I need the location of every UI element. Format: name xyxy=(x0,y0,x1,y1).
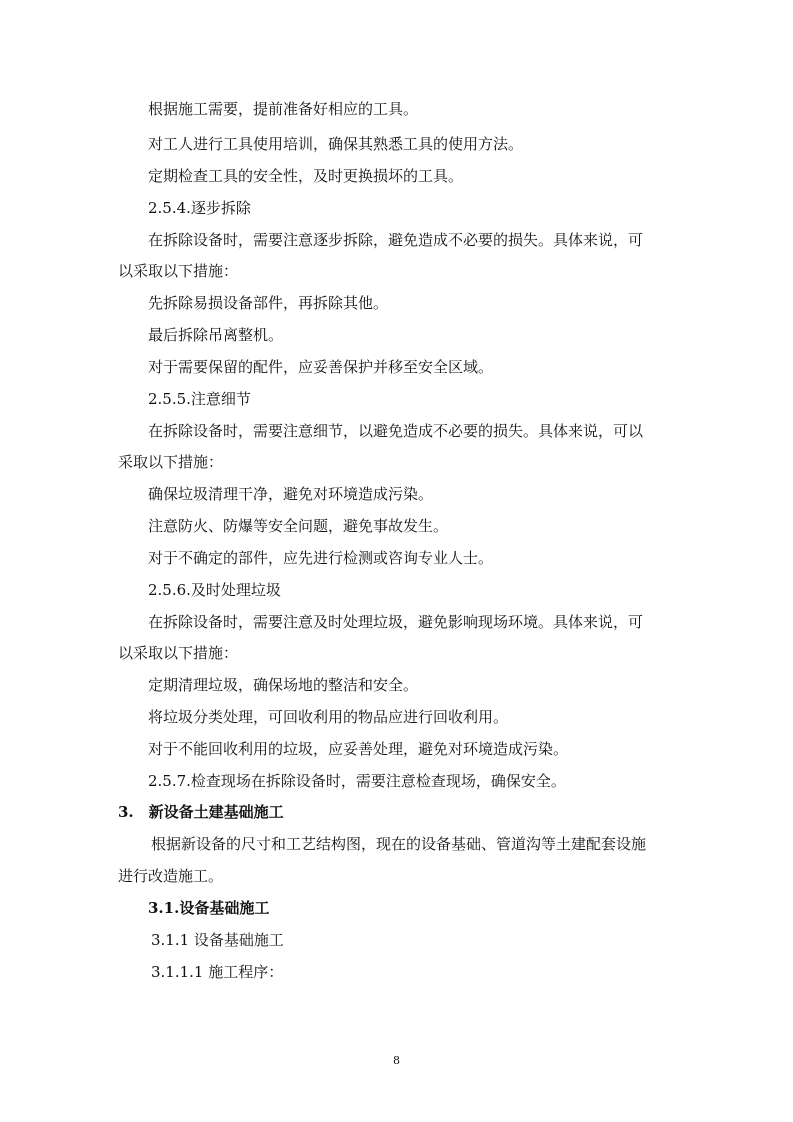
section-heading-3-1-1: 3.1.1 设备基础施工 xyxy=(151,931,284,949)
section-heading-2-5-7: 2.5.7.检查现场在拆除设备时，需要注意检查现场，确保安全。 xyxy=(148,772,566,790)
paragraph-line: 以采取以下措施： xyxy=(118,644,239,662)
paragraph-line: 在拆除设备时，需要注意细节，以避免造成不必要的损失。具体来说，可以 xyxy=(148,422,644,440)
section-heading-2-5-6: 2.5.6.及时处理垃圾 xyxy=(148,581,281,599)
paragraph-line: 对于不能回收利用的垃圾，应妥善处理，避免对环境造成污染。 xyxy=(148,740,569,758)
paragraph-line: 对于不确定的部件，应先进行检测或咨询专业人士。 xyxy=(148,549,494,567)
paragraph-line: 注意防火、防爆等安全问题，避免事故发生。 xyxy=(148,517,449,535)
page-number: 8 xyxy=(393,1054,400,1067)
paragraph-line: 先拆除易损设备部件，再拆除其他。 xyxy=(148,294,389,312)
paragraph-line: 进行改造施工。 xyxy=(118,867,224,885)
paragraph-line: 将垃圾分类处理，可回收利用的物品应进行回收利用。 xyxy=(148,708,509,726)
paragraph-line: 采取以下措施： xyxy=(118,453,224,471)
section-heading-2-5-5: 2.5.5.注意细节 xyxy=(148,390,251,408)
paragraph-line: 在拆除设备时，需要注意及时处理垃圾，避免影响现场环境。具体来说，可 xyxy=(148,613,644,631)
section-heading-2-5-4: 2.5.4.逐步拆除 xyxy=(148,199,251,217)
paragraph-line: 根据施工需要，提前准备好相应的工具。 xyxy=(148,100,419,118)
section-heading-3-1: 3.1.设备基础施工 xyxy=(148,899,270,917)
paragraph-line: 对工人进行工具使用培训，确保其熟悉工具的使用方法。 xyxy=(148,135,524,153)
paragraph-line: 在拆除设备时，需要注意逐步拆除，避免造成不必要的损失。具体来说，可 xyxy=(148,231,644,249)
paragraph-line: 以采取以下措施： xyxy=(118,262,239,280)
paragraph-line: 对于需要保留的配件，应妥善保护并移至安全区域。 xyxy=(148,358,494,376)
paragraph-line: 最后拆除吊离整机。 xyxy=(148,326,284,344)
chapter-heading-3: 3. 新设备土建基础施工 xyxy=(118,803,284,821)
paragraph-line: 定期检查工具的安全性，及时更换损坏的工具。 xyxy=(148,167,464,185)
paragraph-line: 确保垃圾清理干净，避免对环境造成污染。 xyxy=(148,485,434,503)
paragraph-line: 根据新设备的尺寸和工艺结构图，现在的设备基础、管道沟等土建配套设施 xyxy=(151,835,647,853)
section-heading-3-1-1-1: 3.1.1.1 施工程序： xyxy=(151,963,284,981)
paragraph-line: 定期清理垃圾，确保场地的整洁和安全。 xyxy=(148,676,419,694)
